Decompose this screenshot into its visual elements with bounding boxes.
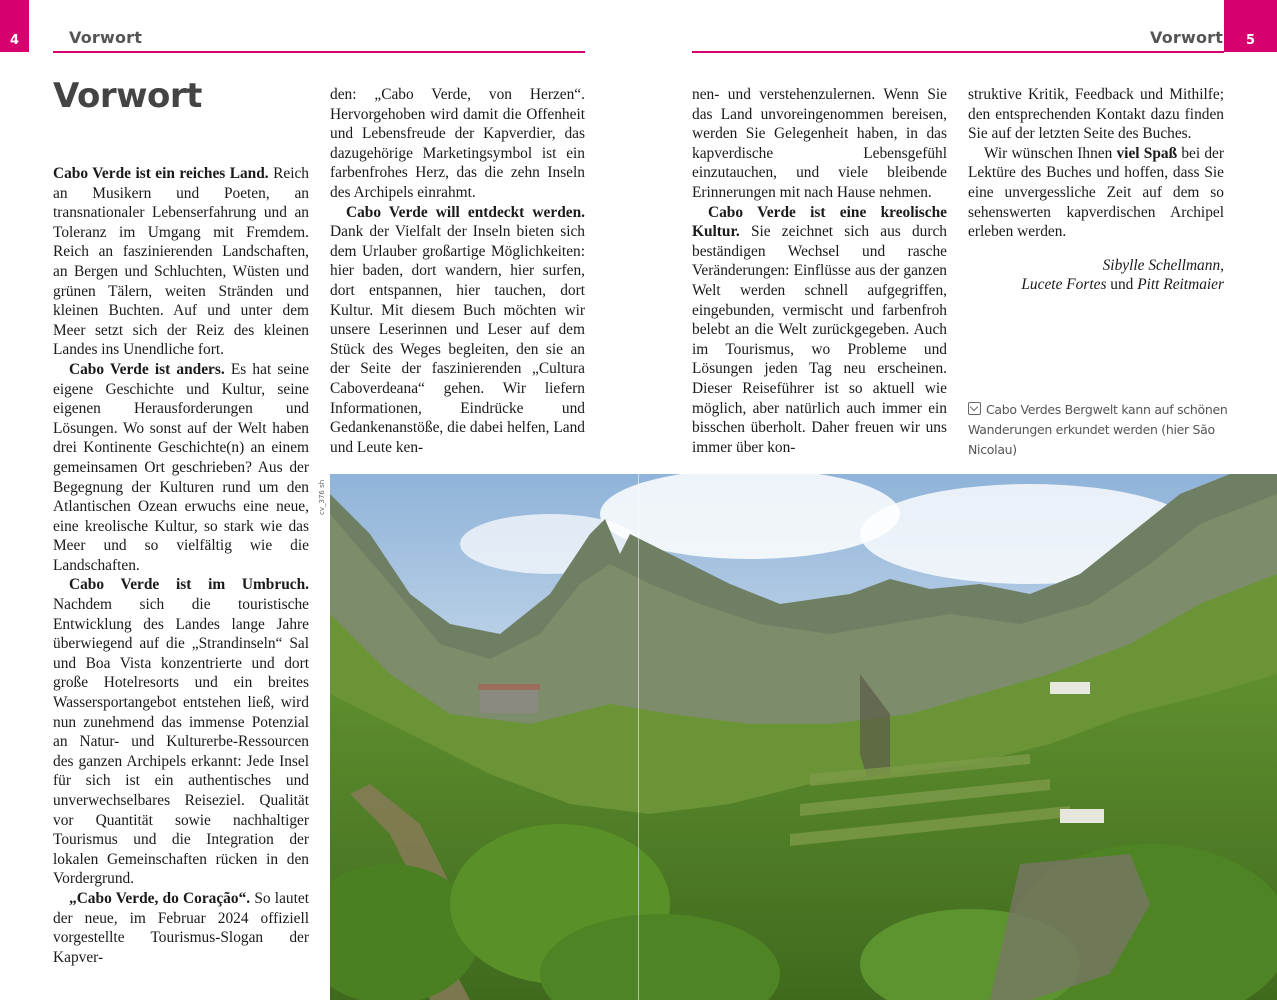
paragraph: [53, 164, 309, 360]
signature: [968, 256, 1224, 295]
left-running-head: Vorwort: [69, 28, 143, 47]
paragraph: [968, 85, 1224, 144]
paragraph: [53, 360, 309, 576]
photo-caption: [968, 400, 1228, 460]
signature-conjunction: und: [1106, 276, 1138, 294]
left-page-number-tab: [0, 0, 29, 52]
lead-in: Cabo Verde ist anders.: [69, 360, 225, 378]
paragraph-text: Wir wünschen Ihnen: [984, 144, 1117, 162]
paragraph-text: Nachdem sich die touristische Entwicklung des Landes lange Jahre überwiegend auf die „Strandinseln“ Sal und Boa Vista konzentrierte und dort große Hotelresorts und ein breites Wassersportangebot entstehen ließ, wird nun zunehmend das immense Potenzial an Natur- und Kulturerbe-Ressourcen des ganzen Archipels erkannt: Jede Insel für sich ist ein authentisches und unverwechselbares Reiseziel. Qualität vor Quantität sowie nachhaltiger Tourismus und die Integration der lokalen Gemeinschaften rücken in den Vordergrund.: [53, 596, 309, 888]
lead-in: Cabo Verde ist eine kreolische Kultur.: [692, 203, 947, 241]
left-header-rule: [53, 51, 585, 53]
paragraph-text: den: „Cabo Verde, von Herzen“. Hervorgehoben wird damit die Offenheit und Lebensfreude der Kapverdier, das dazugehörige Marketingsymbol ist ein farbenfrohes Herz, das die zehn Inseln des Archipels einrahmt.: [330, 86, 585, 201]
paragraph-text: nen- und verstehenzulernen. Wenn Sie das Land unvoreingenommen bereisen, werden Sie Gelegenheit haben, in das kapverdische Lebensgefühl einzutauchen, und viele bleibende Erinnerungen mit nach Hause nehmen.: [692, 86, 947, 201]
left-page-number: 4: [9, 33, 20, 48]
paragraph: [692, 203, 947, 458]
right-page-number-tab: [1224, 0, 1277, 52]
lead-in: Cabo Verde will entdeckt werden.: [346, 203, 585, 221]
right-header-rule: [692, 51, 1224, 53]
paragraph-text: Dank der Vielfalt der Inseln bieten sich dem Urlauber großartige Möglichkeiten: hier baden, dort wandern, hier surfen, dort entspannen, hier tauchen, dort Kultur. Mit diesem Buch möchten wir unsere Leserinnen und Leser auf dem Stück des Weges begleiten, den sie an der Seite der faszinierenden „Cultura Caboverdeana“ gehen. Wir liefern Informationen, Eindrücke und Gedankenanstöße, die dabei helfen, Land und Leute ken-: [330, 223, 585, 456]
photo-credit: cv_376 sh: [318, 479, 326, 515]
paragraph-text: struktive Kritik, Feedback und Mithilfe; den entsprechenden Kontakt dazu finden Sie auf der letzten Seite des Buches.: [968, 86, 1224, 143]
paragraph: [53, 575, 309, 889]
text-column-1: [53, 164, 309, 967]
signature-line-2: [968, 275, 1224, 295]
lead-in: „Cabo Verde, do Coração“.: [69, 889, 251, 907]
paragraph-text: Reich an Musikern und Poeten, an transnationaler Lebenserfahrung und an Toleranz im Umgang mit Fremdem. Reich an faszinierenden Landschaften, an Bergen und Schluchten, Wüsten und grünen Tälern, weiten Stränden und kleinen Buchten. Auf und unter dem Meer setzt sich der Reiz des kleinen Landes ins Unendliche fort.: [53, 165, 310, 359]
paragraph: [968, 144, 1224, 242]
paragraph-text: So lautet der neue, im Februar 2024 offiziell vorgestellte Tourismus-Slogan der Kapver-: [53, 889, 309, 966]
right-running-head: Vorwort: [1150, 28, 1224, 47]
author-name: Lucete Fortes: [1021, 276, 1107, 294]
right-page-number: 5: [1245, 33, 1256, 48]
paragraph: [330, 85, 585, 203]
paragraph-text: Sie zeichnet sich aus durch beständigen Wechsel und rasche Veränderungen: Einflüsse aus der ganzen Welt werden schnell aufgegriffen, eingebunden, vermischt und farbenfroh belebt an die Welt zurückgegeben. Auch im Tourismus, wo Probleme und Lösungen jeden Tag neu erscheinen. Dieser Reiseführer ist so aktuell wie möglich, aber natürlich auch immer ein bisschen überholt. Daher freuen wir uns immer über kon-: [692, 223, 947, 456]
paragraph-text: Es hat seine eigene Geschichte und Kultur, seine eigenen Herausforderungen und Lösungen. Wo sonst auf der Welt haben drei Kontinente Geschichte(n) an einem gemeinsamen Ort geschrieben? Aus der Begegnung der Kulturen rund um den Atlantischen Ozean erwuchs eine neue, eine kreolische Kultur, so stark wie das Meer und so vielfältig wie die Landschaften.: [53, 360, 309, 574]
author-name: Pitt Reitmaier: [1137, 276, 1224, 294]
photo-caption-icon: [968, 402, 981, 415]
paragraph: [330, 203, 585, 458]
emphasis: viel Spaß: [1116, 144, 1178, 162]
text-column-4: [968, 85, 1224, 295]
paragraph: [692, 85, 947, 203]
paragraph: [53, 889, 309, 967]
text-column-2: [330, 85, 585, 457]
signature-line-1: Sibylle Schellmann,: [1102, 256, 1224, 274]
lead-in: Cabo Verde ist im Umbruch.: [69, 576, 309, 594]
text-column-3: [692, 85, 947, 457]
lead-in: Cabo Verde ist ein reiches Land.: [53, 165, 269, 182]
page-gutter: [638, 474, 639, 1000]
page-title: Vorwort: [53, 76, 202, 116]
landscape-photo: [330, 474, 1277, 1000]
caption-text: Cabo Verdes Bergwelt kann auf schönen Wanderungen erkundet werden (hier São Nicolau): [968, 402, 1228, 457]
paragraph-text: bei der Lektüre des Buches und hoffen, dass Sie eine unvergessliche Zeit auf dem so sehenswerten kapverdischen Archipel erleben werden.: [968, 144, 1224, 241]
